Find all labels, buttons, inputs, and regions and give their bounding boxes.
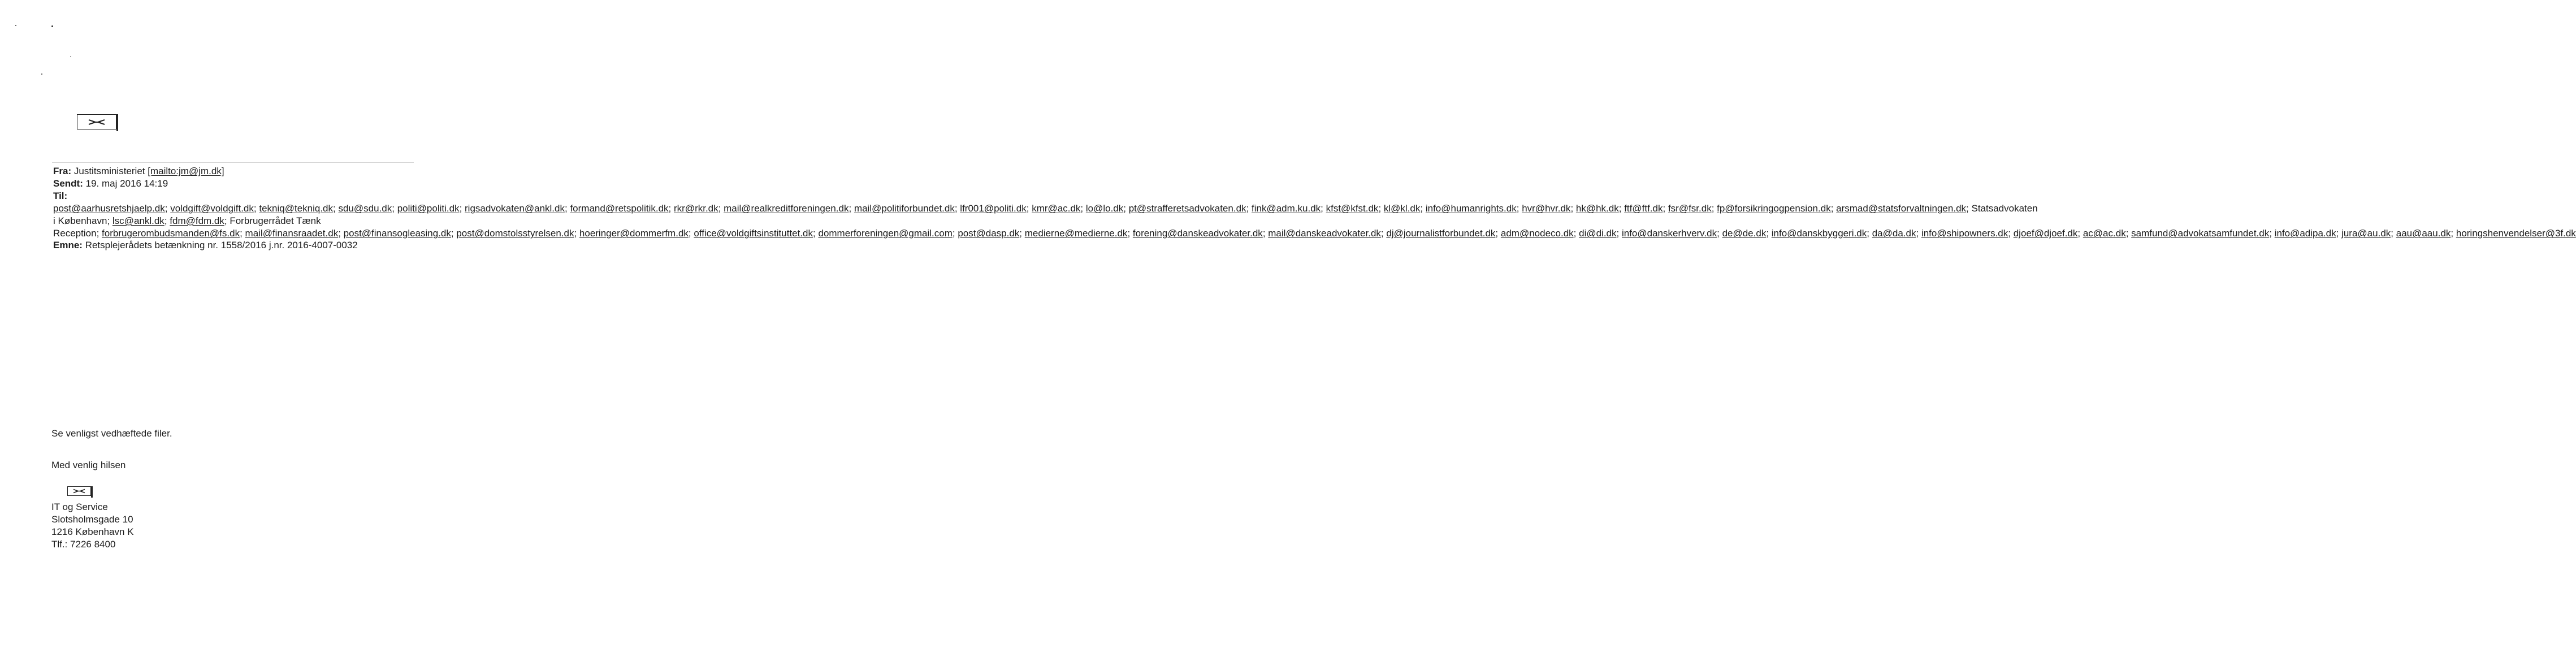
signature-block bbox=[51, 501, 134, 551]
body-paragraph: Se venligst vedhæftede filer. bbox=[51, 428, 172, 439]
sent-row bbox=[53, 178, 418, 190]
recipient-separator: ; bbox=[688, 227, 694, 239]
recipient-separator: ; bbox=[240, 227, 245, 239]
recipient-email-link[interactable]: fsr@fsr.dk bbox=[1668, 202, 1712, 214]
recipient-email-link[interactable]: djoef@djoef.dk bbox=[2013, 227, 2078, 239]
recipient-email-link[interactable]: tekniq@tekniq.dk bbox=[259, 202, 334, 214]
recipient-email-link[interactable]: forbrugerombudsmanden@fs.dk bbox=[102, 227, 240, 239]
recipient-separator: ; bbox=[668, 202, 674, 214]
recipient-email-link[interactable]: post@dasp.dk bbox=[958, 227, 1020, 239]
recipient-email-link[interactable]: kl@kl.dk bbox=[1383, 202, 1421, 214]
broken-image-glyph bbox=[87, 119, 106, 126]
recipient-separator: ; bbox=[2391, 227, 2396, 239]
signature-city: 1216 København K bbox=[51, 526, 134, 537]
from-label: Fra: bbox=[53, 166, 72, 176]
recipient-email-link[interactable]: post@aarhusretshjaelp.dk bbox=[53, 202, 165, 214]
signature-department: IT og Service bbox=[51, 502, 108, 512]
to-row bbox=[53, 190, 2576, 240]
recipient-email-link[interactable]: aau@aau.dk bbox=[2396, 227, 2451, 239]
recipient-separator: ; bbox=[1495, 227, 1501, 239]
recipient-email-link[interactable]: fp@forsikringogpension.dk bbox=[1717, 202, 1831, 214]
recipient-separator: ; bbox=[164, 202, 171, 214]
recipient-email-link[interactable]: fdm@fdm.dk bbox=[170, 215, 224, 226]
signature-image-glyph bbox=[72, 489, 86, 494]
recipient-email-link[interactable]: office@voldgiftsinstituttet.dk bbox=[694, 227, 813, 239]
recipient-email-link[interactable]: forening@danskeadvokater.dk bbox=[1132, 227, 1263, 239]
recipient-separator: ; bbox=[1420, 202, 1426, 214]
recipient-separator: ; bbox=[1916, 227, 1921, 239]
recipient-separator: ; bbox=[1127, 227, 1133, 239]
recipient-email-link[interactable]: samfund@advokatsamfundet.dk bbox=[2131, 227, 2270, 239]
recipient-separator: ; bbox=[954, 202, 960, 214]
recipient-separator: ; bbox=[1618, 202, 1625, 214]
recipient-separator: ; bbox=[1570, 202, 1576, 214]
scan-speck bbox=[15, 25, 16, 26]
subject-row bbox=[53, 239, 418, 252]
recipient-email-link[interactable]: lsc@ankl.dk bbox=[112, 215, 164, 226]
subject-label: Emne: bbox=[53, 240, 83, 251]
recipient-separator: ; bbox=[459, 202, 465, 214]
scan-speck bbox=[51, 25, 53, 27]
recipient-separator: ; bbox=[574, 227, 579, 239]
recipient-separator: ; bbox=[1019, 227, 1025, 239]
recipient-email-link[interactable]: pt@strafferetsadvokaten.dk bbox=[1128, 202, 1246, 214]
recipient-email-link[interactable]: hk@hk.dk bbox=[1575, 202, 1619, 214]
recipient-email-link[interactable]: lo@lo.dk bbox=[1085, 202, 1124, 214]
recipient-separator: ; bbox=[1663, 202, 1668, 214]
recipient-email-link[interactable]: kmr@ac.dk bbox=[1032, 202, 1081, 214]
recipient-email-link[interactable]: arsmad@statsforvaltningen.dk bbox=[1836, 202, 1967, 214]
from-mailto-link[interactable]: [mailto:jm@jm.dk] bbox=[148, 166, 224, 176]
recipient-separator: ; bbox=[1766, 227, 1772, 239]
recipient-email-link[interactable]: ac@ac.dk bbox=[2083, 227, 2126, 239]
broken-image-icon bbox=[77, 114, 116, 129]
recipient-email-link[interactable]: info@humanrights.dk bbox=[1425, 202, 1517, 214]
recipient-separator: ; bbox=[1573, 227, 1579, 239]
recipient-separator: ; bbox=[1123, 202, 1129, 214]
recipient-email-link[interactable]: info@shipowners.dk bbox=[1921, 227, 2008, 239]
recipient-email-link[interactable]: politi@politi.dk bbox=[397, 202, 460, 214]
recipient-name: Forbrugerrådet Tænk Reception bbox=[53, 215, 321, 239]
recipient-separator: ; bbox=[2077, 227, 2083, 239]
recipient-email-link[interactable]: ftf@ftf.dk bbox=[1624, 202, 1663, 214]
recipient-separator: ; bbox=[1616, 227, 1622, 239]
recipient-separator: ; bbox=[1262, 227, 1268, 239]
recipient-separator: ; bbox=[164, 215, 170, 226]
signature-phone: Tlf.: 7226 8400 bbox=[51, 539, 116, 550]
recipient-name: Statsadvokaten i København bbox=[53, 202, 2038, 226]
recipient-separator: ; bbox=[392, 202, 397, 214]
recipient-separator: ; bbox=[107, 215, 112, 226]
recipient-email-link[interactable]: post@finansogleasing.dk bbox=[343, 227, 451, 239]
closing-greeting: Med venlig hilsen bbox=[51, 460, 126, 470]
recipient-email-link[interactable]: da@da.dk bbox=[1872, 227, 1916, 239]
recipient-email-link[interactable]: sdu@sdu.dk bbox=[338, 202, 392, 214]
recipient-separator: ; bbox=[2008, 227, 2014, 239]
scan-speck bbox=[70, 56, 71, 57]
recipient-separator: ; bbox=[2269, 227, 2275, 239]
recipient-separator: ; bbox=[2336, 227, 2342, 239]
recipient-email-link[interactable]: kfst@kfst.dk bbox=[1326, 202, 1379, 214]
recipient-email-link[interactable]: hvr@hvr.dk bbox=[1522, 202, 1571, 214]
recipient-email-link[interactable]: info@danskerhverv.dk bbox=[1621, 227, 1717, 239]
recipient-email-link[interactable]: formand@retspolitik.dk bbox=[570, 202, 669, 214]
recipient-separator: ; bbox=[338, 227, 344, 239]
recipient-email-link[interactable]: dj@journalistforbundet.dk bbox=[1386, 227, 1496, 239]
header-divider bbox=[52, 162, 414, 163]
recipient-separator: ; bbox=[813, 227, 819, 239]
recipient-separator: ; bbox=[96, 227, 102, 239]
recipient-email-link[interactable]: hoeringer@dommerfm.dk bbox=[579, 227, 689, 239]
from-row bbox=[53, 165, 418, 178]
recipient-separator: ; bbox=[718, 202, 724, 214]
sent-value: 19. maj 2016 14:19 bbox=[85, 178, 168, 189]
recipient-separator: ; bbox=[224, 215, 230, 226]
recipient-separator: ; bbox=[1321, 202, 1326, 214]
recipient-email-link[interactable]: dommerforeningen@gmail.com bbox=[818, 227, 953, 239]
recipient-email-link[interactable]: info@danskbyggeri.dk bbox=[1771, 227, 1867, 239]
recipient-email-link[interactable]: rkr@rkr.dk bbox=[674, 202, 718, 214]
recipient-separator: ; bbox=[1080, 202, 1086, 214]
recipient-email-link[interactable]: de@de.dk bbox=[1722, 227, 1767, 239]
recipient-email-link[interactable]: lfr001@politi.dk bbox=[960, 202, 1027, 214]
signature-street: Slotsholmsgade 10 bbox=[51, 514, 133, 525]
recipient-separator: ; bbox=[1867, 227, 1872, 239]
recipient-email-link[interactable]: mail@danskeadvokater.dk bbox=[1268, 227, 1381, 239]
recipient-email-link[interactable]: jura@au.dk bbox=[2341, 227, 2391, 239]
recipient-separator: ; bbox=[333, 202, 339, 214]
subject-value: Retsplejerådets betænkning nr. 1558/2016 j.nr. 2016-4007-0032 bbox=[85, 240, 358, 251]
recipient-email-link[interactable]: info@adipa.dk bbox=[2274, 227, 2336, 239]
recipient-email-link[interactable]: fink@adm.ku.dk bbox=[1252, 202, 1321, 214]
recipient-separator: ; bbox=[564, 202, 570, 214]
recipient-email-link[interactable]: di@di.dk bbox=[1579, 227, 1617, 239]
email-header bbox=[53, 165, 2576, 252]
recipient-email-link[interactable]: adm@nodeco.dk bbox=[1500, 227, 1574, 239]
recipient-separator: ; bbox=[1380, 227, 1387, 239]
recipient-separator: ; bbox=[1711, 202, 1717, 214]
recipient-separator: ; bbox=[451, 227, 457, 239]
scan-speck bbox=[41, 74, 42, 75]
recipient-separator: ; bbox=[848, 202, 854, 214]
recipient-separator: ; bbox=[1378, 202, 1384, 214]
recipient-email-link[interactable]: mail@politiforbundet.dk bbox=[854, 202, 955, 214]
sent-label: Sendt: bbox=[53, 178, 83, 189]
recipient-separator: ; bbox=[1830, 202, 1837, 214]
from-name: Justitsministeriet bbox=[73, 166, 145, 176]
recipient-separator: ; bbox=[1966, 202, 1972, 214]
recipient-email-link[interactable]: horingshenvendelser@3f.dk bbox=[2456, 227, 2576, 239]
recipient-separator: ; bbox=[2451, 227, 2456, 239]
recipient-separator: ; bbox=[952, 227, 958, 239]
recipient-email-link[interactable]: post@domstolsstyrelsen.dk bbox=[456, 227, 574, 239]
recipient-list bbox=[53, 203, 2576, 239]
recipient-separator: ; bbox=[1717, 227, 1722, 239]
to-label: Til: bbox=[53, 190, 68, 201]
recipient-email-link[interactable]: medierne@medierne.dk bbox=[1024, 227, 1128, 239]
recipient-separator: ; bbox=[253, 202, 259, 214]
recipient-separator: ; bbox=[2125, 227, 2132, 239]
signature-image-icon bbox=[67, 486, 91, 496]
recipient-separator: ; bbox=[1516, 202, 1522, 214]
recipient-email-link[interactable]: mail@finansraadet.dk bbox=[245, 227, 339, 239]
recipient-separator: ; bbox=[1246, 202, 1252, 214]
recipient-email-link[interactable]: mail@realkreditforeningen.dk bbox=[724, 202, 849, 214]
recipient-email-link[interactable]: rigsadvokaten@ankl.dk bbox=[465, 202, 565, 214]
recipient-email-link[interactable]: voldgift@voldgift.dk bbox=[170, 202, 254, 214]
recipient-separator: ; bbox=[1026, 202, 1032, 214]
